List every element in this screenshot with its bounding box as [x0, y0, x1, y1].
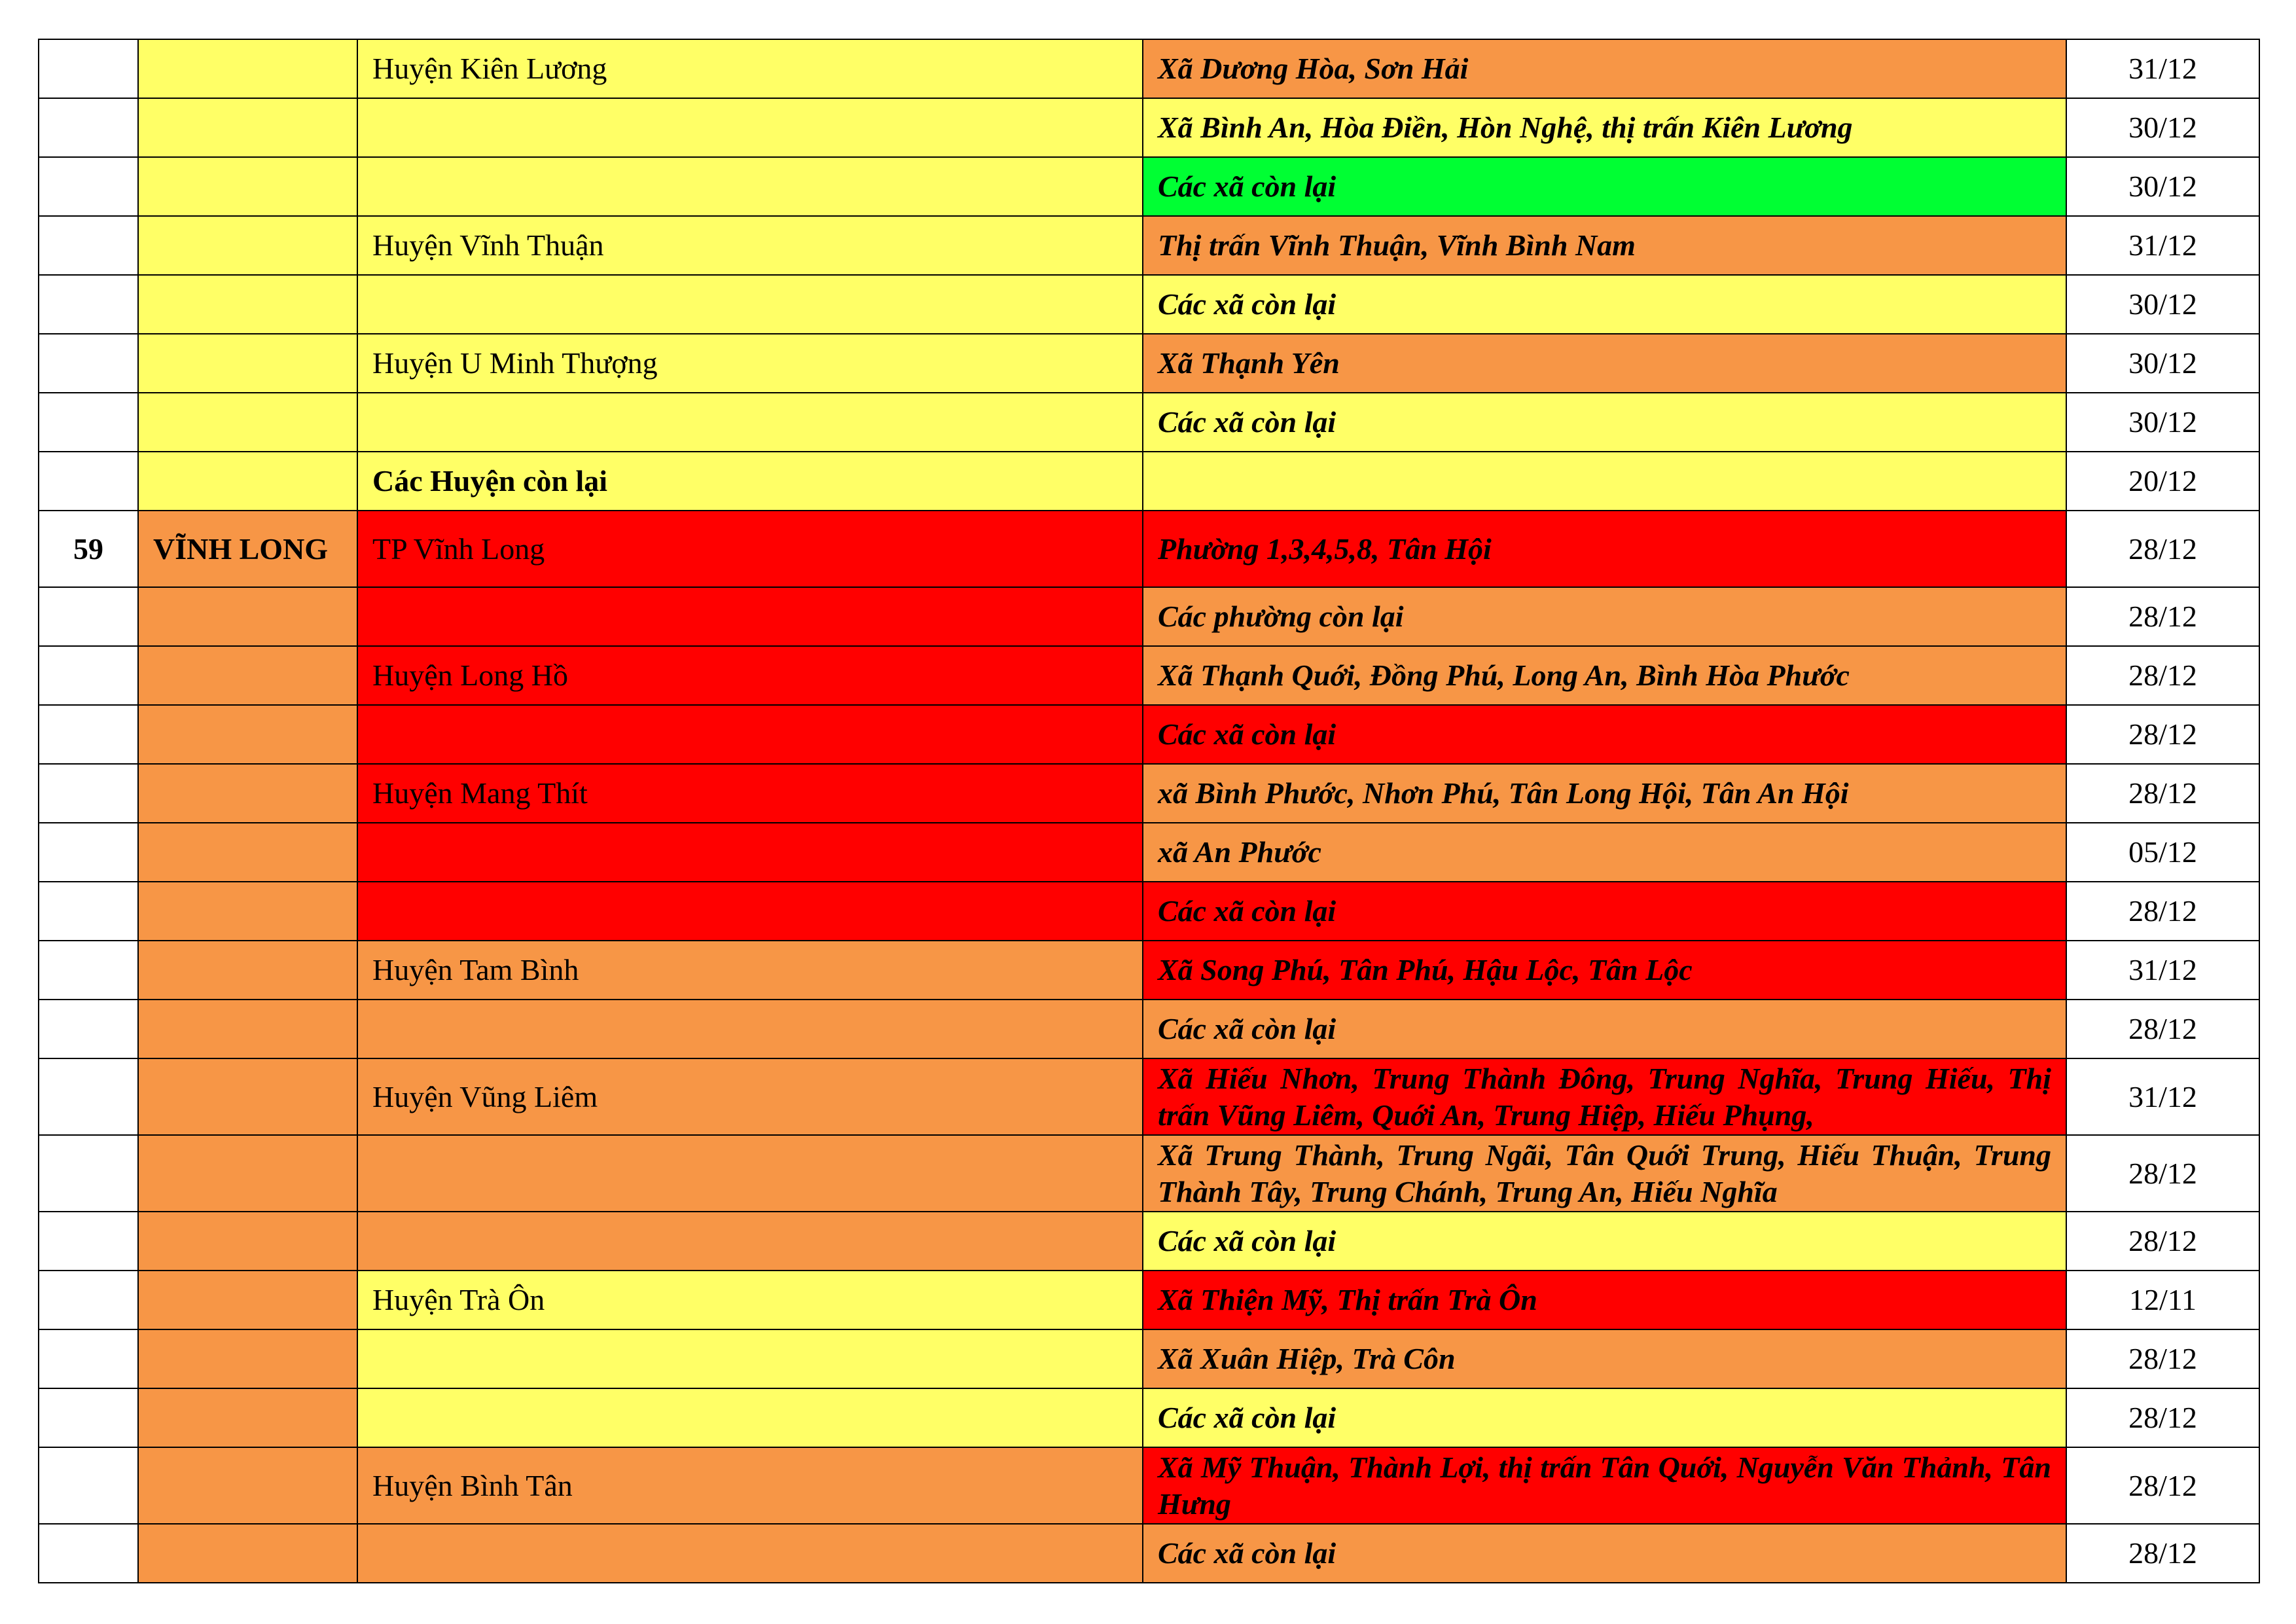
district-cell [357, 587, 1143, 646]
table-row [39, 1329, 2259, 1388]
ward-cell: Các xã còn lại [1143, 1388, 2066, 1447]
table-body [39, 39, 2259, 1583]
date-cell: 28/12 [2066, 587, 2259, 646]
date-cell: 28/12 [2066, 1329, 2259, 1388]
ward-cell: Xã Thiện Mỹ, Thị trấn Trà Ôn [1143, 1271, 2066, 1329]
district-cell [357, 157, 1143, 216]
table-row [39, 764, 2259, 823]
ward-cell: Xã Song Phú, Tân Phú, Hậu Lộc, Tân Lộc [1143, 941, 2066, 1000]
district-cell: Huyện Bình Tân [357, 1447, 1143, 1524]
district-cell: Các Huyện còn lại [357, 452, 1143, 511]
ward-cell: Xã Dương Hòa, Sơn Hải [1143, 39, 2066, 98]
table-row [39, 452, 2259, 511]
table-row [39, 1524, 2259, 1583]
stt-cell [39, 1212, 138, 1271]
district-cell [357, 1388, 1143, 1447]
ward-cell: Các xã còn lại [1143, 705, 2066, 764]
table-row [39, 1271, 2259, 1329]
province-cell [138, 452, 357, 511]
district-cell [357, 705, 1143, 764]
date-cell: 28/12 [2066, 1524, 2259, 1583]
district-cell [357, 1135, 1143, 1212]
ward-cell: xã An Phước [1143, 823, 2066, 882]
table-row [39, 646, 2259, 705]
province-cell [138, 1212, 357, 1271]
ward-cell: Các xã còn lại [1143, 882, 2066, 941]
date-cell: 28/12 [2066, 1000, 2259, 1058]
date-cell: 28/12 [2066, 511, 2259, 587]
ward-cell: Thị trấn Vĩnh Thuận, Vĩnh Bình Nam [1143, 216, 2066, 275]
date-cell: 31/12 [2066, 216, 2259, 275]
date-cell: 31/12 [2066, 941, 2259, 1000]
stt-cell [39, 764, 138, 823]
ward-cell: Phường 1,3,4,5,8, Tân Hội [1143, 511, 2066, 587]
date-cell: 31/12 [2066, 39, 2259, 98]
province-cell [138, 705, 357, 764]
stt-cell [39, 1524, 138, 1583]
covid-level-table [38, 39, 2260, 1583]
stt-cell [39, 334, 138, 393]
province-cell [138, 764, 357, 823]
province-cell [138, 98, 357, 157]
table-row [39, 1388, 2259, 1447]
date-cell: 28/12 [2066, 1212, 2259, 1271]
stt-cell [39, 646, 138, 705]
ward-cell: Các xã còn lại [1143, 1000, 2066, 1058]
province-cell [138, 1388, 357, 1447]
district-cell: Huyện U Minh Thượng [357, 334, 1143, 393]
table-row [39, 334, 2259, 393]
table-row [39, 1000, 2259, 1058]
province-cell [138, 393, 357, 452]
date-cell: 28/12 [2066, 1135, 2259, 1212]
district-cell: Huyện Kiên Lương [357, 39, 1143, 98]
ward-cell: Xã Bình An, Hòa Điền, Hòn Nghệ, thị trấn Kiên Lương [1143, 98, 2066, 157]
date-cell: 30/12 [2066, 334, 2259, 393]
ward-cell: Các xã còn lại [1143, 1212, 2066, 1271]
ward-cell: Các xã còn lại [1143, 1524, 2066, 1583]
province-cell [138, 39, 357, 98]
date-cell: 28/12 [2066, 1388, 2259, 1447]
district-cell [357, 275, 1143, 334]
ward-cell: Xã Xuân Hiệp, Trà Côn [1143, 1329, 2066, 1388]
ward-cell: Xã Hiếu Nhơn, Trung Thành Đông, Trung Nghĩa, Trung Hiếu, Thị trấn Vũng Liêm, Quới An, Trung Hiệp, Hiếu Phụng, [1143, 1058, 2066, 1135]
district-cell [357, 882, 1143, 941]
table-row [39, 1135, 2259, 1212]
stt-cell [39, 587, 138, 646]
date-cell: 30/12 [2066, 157, 2259, 216]
district-cell [357, 1524, 1143, 1583]
province-cell [138, 157, 357, 216]
district-cell [357, 1000, 1143, 1058]
date-cell: 05/12 [2066, 823, 2259, 882]
ward-cell [1143, 452, 2066, 511]
stt-cell [39, 1271, 138, 1329]
ward-cell: Các xã còn lại [1143, 393, 2066, 452]
stt-cell [39, 1058, 138, 1135]
province-cell [138, 1271, 357, 1329]
table-row [39, 157, 2259, 216]
province-cell [138, 1524, 357, 1583]
province-cell [138, 1447, 357, 1524]
stt-cell [39, 1447, 138, 1524]
date-cell: 30/12 [2066, 393, 2259, 452]
district-cell: Huyện Tam Bình [357, 941, 1143, 1000]
province-cell [138, 882, 357, 941]
district-cell: Huyện Trà Ôn [357, 1271, 1143, 1329]
province-cell [138, 1135, 357, 1212]
table-row [39, 1058, 2259, 1135]
district-cell [357, 823, 1143, 882]
province-cell [138, 823, 357, 882]
province-cell [138, 216, 357, 275]
ward-cell: Các xã còn lại [1143, 275, 2066, 334]
date-cell: 28/12 [2066, 764, 2259, 823]
date-cell: 20/12 [2066, 452, 2259, 511]
ward-cell: Xã Mỹ Thuận, Thành Lợi, thị trấn Tân Quới, Nguyễn Văn Thảnh, Tân Hưng [1143, 1447, 2066, 1524]
stt-cell [39, 882, 138, 941]
date-cell: 28/12 [2066, 882, 2259, 941]
table-row [39, 98, 2259, 157]
table-row [39, 587, 2259, 646]
district-cell: Huyện Vũng Liêm [357, 1058, 1143, 1135]
province-cell [138, 1000, 357, 1058]
stt-cell [39, 452, 138, 511]
date-cell: 28/12 [2066, 1447, 2259, 1524]
table-row [39, 275, 2259, 334]
table-row [39, 393, 2259, 452]
province-cell [138, 275, 357, 334]
province-cell [138, 941, 357, 1000]
stt-cell [39, 393, 138, 452]
district-cell [357, 393, 1143, 452]
date-cell: 30/12 [2066, 275, 2259, 334]
ward-cell: Các xã còn lại [1143, 157, 2066, 216]
table-row [39, 882, 2259, 941]
table-row [39, 705, 2259, 764]
province-cell: VĨNH LONG [138, 511, 357, 587]
table-row [39, 823, 2259, 882]
province-cell [138, 334, 357, 393]
stt-cell [39, 705, 138, 764]
stt-cell [39, 941, 138, 1000]
province-cell [138, 1058, 357, 1135]
district-cell [357, 1212, 1143, 1271]
stt-cell [39, 157, 138, 216]
date-cell: 30/12 [2066, 98, 2259, 157]
stt-cell [39, 1388, 138, 1447]
table-row [39, 1447, 2259, 1524]
date-cell: 28/12 [2066, 646, 2259, 705]
date-cell: 12/11 [2066, 1271, 2259, 1329]
district-cell [357, 98, 1143, 157]
ward-cell: xã Bình Phước, Nhơn Phú, Tân Long Hội, Tân An Hội [1143, 764, 2066, 823]
district-cell: Huyện Vĩnh Thuận [357, 216, 1143, 275]
stt-cell: 59 [39, 511, 138, 587]
date-cell: 31/12 [2066, 1058, 2259, 1135]
district-cell [357, 1329, 1143, 1388]
stt-cell [39, 216, 138, 275]
stt-cell [39, 39, 138, 98]
stt-cell [39, 823, 138, 882]
table-row [39, 39, 2259, 98]
ward-cell: Xã Thạnh Yên [1143, 334, 2066, 393]
stt-cell [39, 1329, 138, 1388]
date-cell: 28/12 [2066, 705, 2259, 764]
table-row [39, 941, 2259, 1000]
province-cell [138, 646, 357, 705]
province-cell [138, 587, 357, 646]
table-row [39, 216, 2259, 275]
district-cell: Huyện Long Hồ [357, 646, 1143, 705]
stt-cell [39, 98, 138, 157]
stt-cell [39, 1135, 138, 1212]
table-row [39, 1212, 2259, 1271]
table-row [39, 511, 2259, 587]
district-cell: TP Vĩnh Long [357, 511, 1143, 587]
district-cell: Huyện Mang Thít [357, 764, 1143, 823]
province-cell [138, 1329, 357, 1388]
stt-cell [39, 275, 138, 334]
ward-cell: Các phường còn lại [1143, 587, 2066, 646]
ward-cell: Xã Trung Thành, Trung Ngãi, Tân Quới Trung, Hiếu Thuận, Trung Thành Tây, Trung Chánh, Trung An, Hiếu Nghĩa [1143, 1135, 2066, 1212]
stt-cell [39, 1000, 138, 1058]
ward-cell: Xã Thạnh Quới, Đồng Phú, Long An, Bình Hòa Phước [1143, 646, 2066, 705]
